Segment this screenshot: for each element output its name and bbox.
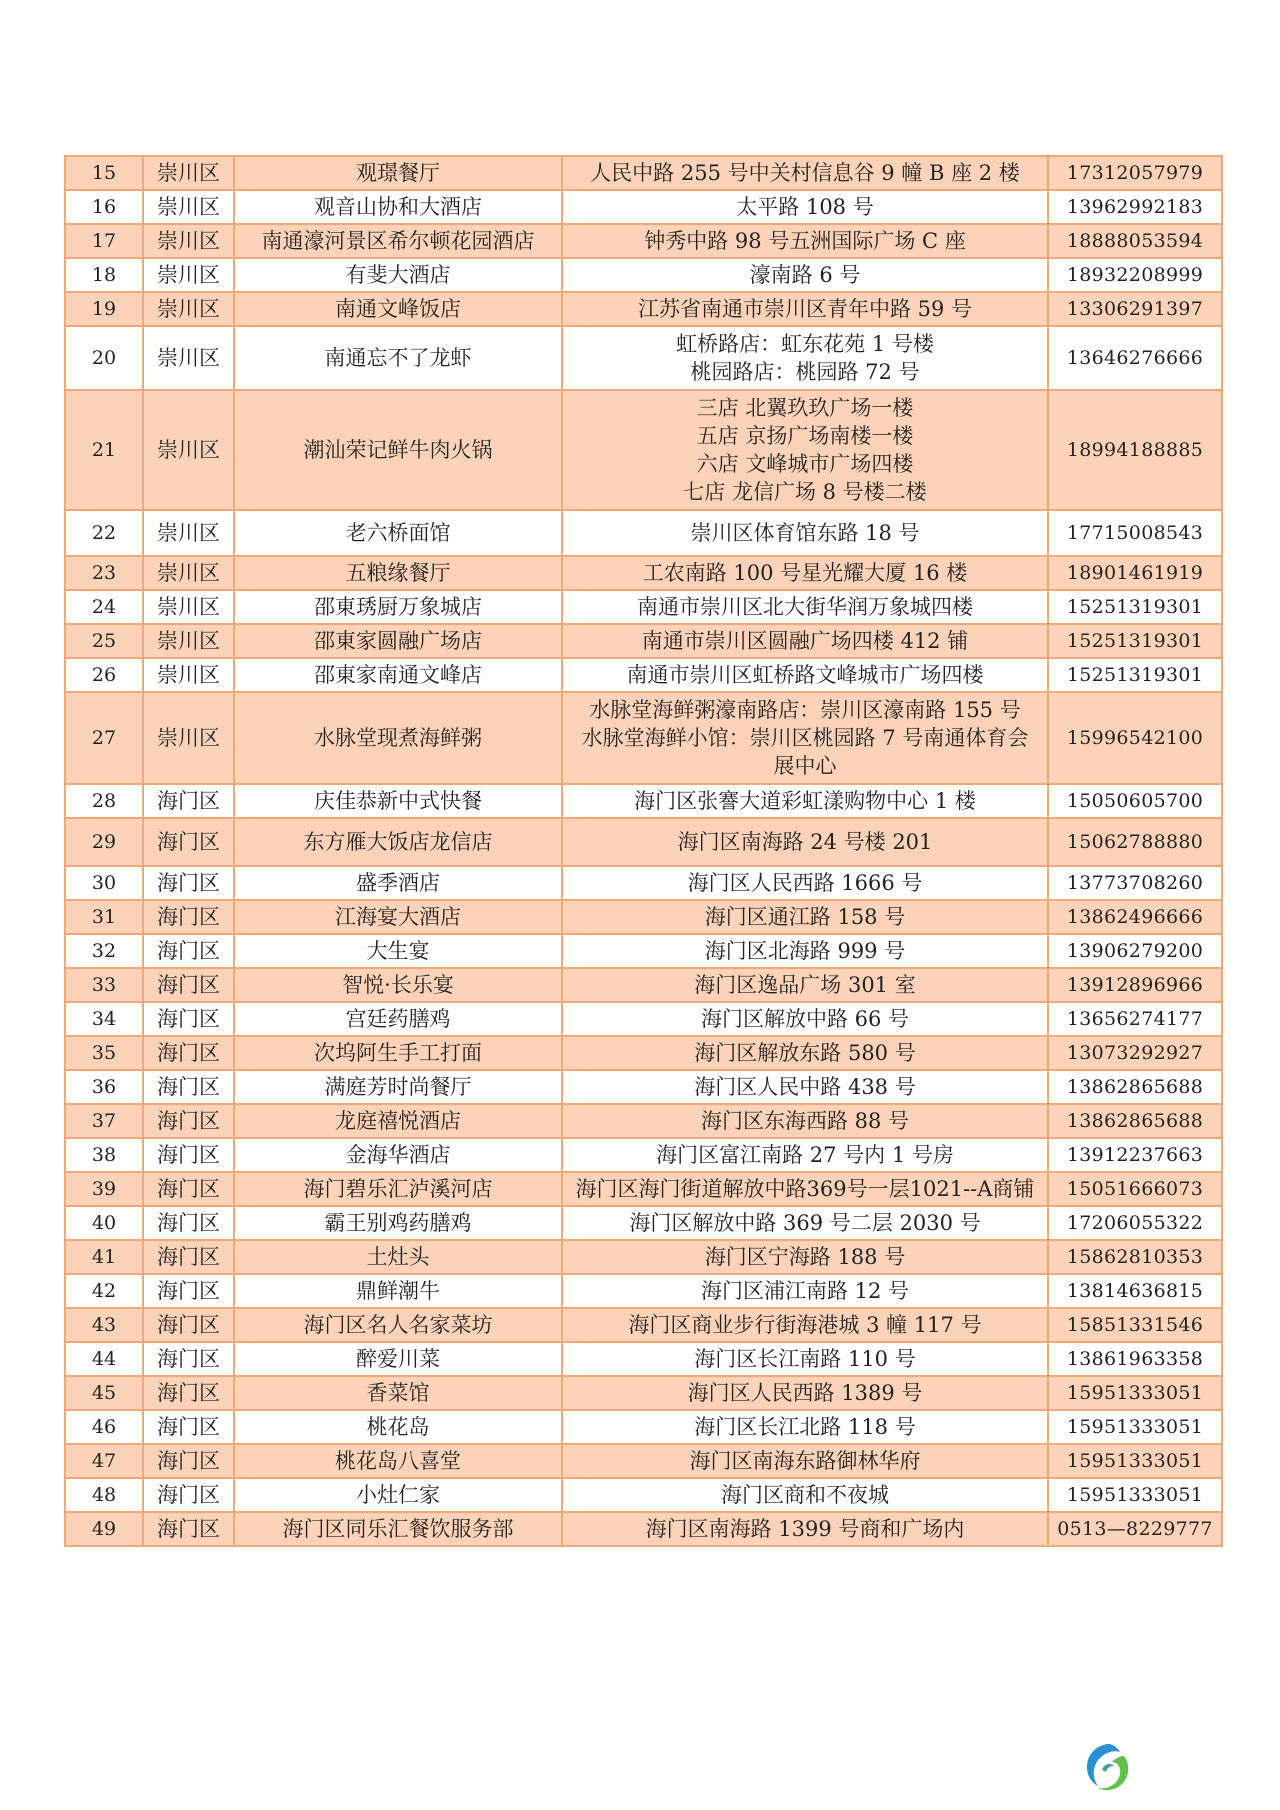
cell-no: 31	[65, 900, 143, 934]
table-row	[65, 1240, 1222, 1274]
cell-district: 崇川区	[143, 326, 234, 390]
cell-district: 崇川区	[143, 156, 234, 190]
table-row	[65, 784, 1222, 818]
address-line: 海门区长江北路 118 号	[694, 1415, 916, 1439]
address-line: 南通市崇川区北大街华润万象城四楼	[637, 595, 973, 619]
table-row	[65, 968, 1222, 1002]
table-row	[65, 1308, 1222, 1342]
cell-address	[562, 624, 1048, 658]
cell-address	[562, 900, 1048, 934]
cell-name: 五粮缘餐厅	[234, 556, 562, 590]
cell-address	[562, 190, 1048, 224]
cell-name: 潮汕荣记鲜牛肉火锅	[234, 390, 562, 510]
cell-district: 海门区	[143, 1172, 234, 1206]
cell-phone: 15251319301	[1048, 590, 1222, 624]
cell-district: 海门区	[143, 866, 234, 900]
cell-no: 16	[65, 190, 143, 224]
cell-no: 39	[65, 1172, 143, 1206]
table-row	[65, 556, 1222, 590]
address-line: 五店 京扬广场南楼一楼	[696, 424, 914, 448]
cell-phone: 15251319301	[1048, 624, 1222, 658]
table-row	[65, 1002, 1222, 1036]
cell-name: 鼎鲜潮牛	[234, 1274, 562, 1308]
cell-address	[562, 1376, 1048, 1410]
cell-name: 小灶仁家	[234, 1478, 562, 1512]
cell-phone: 18888053594	[1048, 224, 1222, 258]
cell-name: 海门碧乐汇泸溪河店	[234, 1172, 562, 1206]
cell-address	[562, 1070, 1048, 1104]
cell-phone: 15951333051	[1048, 1444, 1222, 1478]
table-row	[65, 866, 1222, 900]
address-line: 海门区南海路 24 号楼 201	[677, 830, 933, 854]
cell-no: 25	[65, 624, 143, 658]
cell-no: 30	[65, 866, 143, 900]
cell-phone: 13861963358	[1048, 1342, 1222, 1376]
restaurant-table-page	[64, 155, 1221, 1547]
table-row	[65, 224, 1222, 258]
cell-district: 海门区	[143, 1410, 234, 1444]
address-line: 七店 龙信广场 8 号楼二楼	[683, 480, 927, 504]
address-line: 海门区宁海路 188 号	[704, 1245, 906, 1269]
table-row	[65, 1410, 1222, 1444]
cell-address	[562, 390, 1048, 510]
cell-district: 海门区	[143, 1070, 234, 1104]
cell-name: 宫廷药膳鸡	[234, 1002, 562, 1036]
cell-address	[562, 556, 1048, 590]
address-line: 水脉堂海鲜粥濠南路店：崇川区濠南路 155 号	[589, 698, 1021, 722]
cell-no: 35	[65, 1036, 143, 1070]
cell-address	[562, 1308, 1048, 1342]
address-line: 海门区人民中路 438 号	[694, 1075, 916, 1099]
cell-name: 满庭芳时尚餐厅	[234, 1070, 562, 1104]
cell-address	[562, 784, 1048, 818]
cell-address	[562, 658, 1048, 692]
cell-district: 海门区	[143, 1274, 234, 1308]
table-row	[65, 1206, 1222, 1240]
cell-phone: 18932208999	[1048, 258, 1222, 292]
cell-no: 21	[65, 390, 143, 510]
table-row	[65, 1376, 1222, 1410]
cell-phone: 13073292927	[1048, 1036, 1222, 1070]
cell-no: 43	[65, 1308, 143, 1342]
cell-no: 49	[65, 1512, 143, 1546]
address-line: 海门区长江南路 110 号	[694, 1347, 916, 1371]
address-line: 钟秀中路 98 号五洲国际广场 C 座	[644, 229, 966, 253]
cell-address	[562, 1206, 1048, 1240]
cell-phone: 13906279200	[1048, 934, 1222, 968]
cell-phone: 13862496666	[1048, 900, 1222, 934]
cell-phone: 13773708260	[1048, 866, 1222, 900]
cell-district: 海门区	[143, 1512, 234, 1546]
cell-name: 观音山协和大酒店	[234, 190, 562, 224]
table-row	[65, 190, 1222, 224]
table-row	[65, 258, 1222, 292]
address-line: 海门区通江路 158 号	[704, 905, 906, 929]
cell-address	[562, 1512, 1048, 1546]
cell-no: 33	[65, 968, 143, 1002]
cell-district: 海门区	[143, 1104, 234, 1138]
cell-name: 南通濠河景区希尔顿花园酒店	[234, 224, 562, 258]
cell-name: 有斐大酒店	[234, 258, 562, 292]
cell-no: 15	[65, 156, 143, 190]
cell-district: 海门区	[143, 1002, 234, 1036]
cell-name: 南通文峰饭店	[234, 292, 562, 326]
cell-district: 崇川区	[143, 224, 234, 258]
cell-name: 桃花岛八喜堂	[234, 1444, 562, 1478]
table-row	[65, 1138, 1222, 1172]
cell-no: 19	[65, 292, 143, 326]
cell-phone: 17715008543	[1048, 510, 1222, 556]
cell-address	[562, 258, 1048, 292]
address-line: 南通市崇川区虹桥路文峰城市广场四楼	[626, 663, 984, 687]
address-line: 海门区解放中路 369 号二层 2030 号	[629, 1211, 981, 1235]
cell-address	[562, 1002, 1048, 1036]
table-row	[65, 1512, 1222, 1546]
address-line: 桃园路店：桃园路 72 号	[690, 360, 920, 384]
cell-district: 海门区	[143, 1376, 234, 1410]
table-row	[65, 1104, 1222, 1138]
address-line: 三店 北翼玖玖广场一楼	[696, 396, 914, 420]
address-line: 濠南路 6 号	[749, 263, 861, 287]
cell-district: 崇川区	[143, 692, 234, 784]
address-line: 太平路 108 号	[736, 195, 874, 219]
address-line: 海门区商和不夜城	[721, 1483, 889, 1507]
cell-phone: 13962992183	[1048, 190, 1222, 224]
cell-phone: 18901461919	[1048, 556, 1222, 590]
cell-no: 46	[65, 1410, 143, 1444]
cell-no: 18	[65, 258, 143, 292]
table-row	[65, 1172, 1222, 1206]
cell-phone: 15862810353	[1048, 1240, 1222, 1274]
table-body	[65, 156, 1222, 1546]
cell-no: 24	[65, 590, 143, 624]
cell-district: 崇川区	[143, 658, 234, 692]
cell-address	[562, 818, 1048, 866]
cell-name: 智悦·长乐宴	[234, 968, 562, 1002]
cell-no: 17	[65, 224, 143, 258]
address-line: 崇川区体育馆东路 18 号	[690, 521, 920, 545]
cell-address	[562, 1410, 1048, 1444]
table-row	[65, 692, 1222, 784]
cell-no: 20	[65, 326, 143, 390]
cell-name: 庆佳恭新中式快餐	[234, 784, 562, 818]
address-line: 海门区浦江南路 12 号	[700, 1279, 910, 1303]
table-row	[65, 1444, 1222, 1478]
address-line: 海门区人民西路 1666 号	[687, 871, 923, 895]
cell-no: 40	[65, 1206, 143, 1240]
address-line: 海门区海门街道解放中路369号一层1021--A商铺	[575, 1177, 1035, 1201]
cell-phone: 15951333051	[1048, 1410, 1222, 1444]
cell-name: 水脉堂现煮海鲜粥	[234, 692, 562, 784]
cell-name: 霸王别鸡药膳鸡	[234, 1206, 562, 1240]
cell-no: 42	[65, 1274, 143, 1308]
cell-no: 29	[65, 818, 143, 866]
cell-phone: 13814636815	[1048, 1274, 1222, 1308]
table-row	[65, 292, 1222, 326]
table-row	[65, 934, 1222, 968]
cell-phone: 15050605700	[1048, 784, 1222, 818]
cell-district: 崇川区	[143, 510, 234, 556]
address-line: 六店 文峰城市广场四楼	[696, 452, 914, 476]
cell-name: 龙庭禧悦酒店	[234, 1104, 562, 1138]
cell-name: 海门区名人名家菜坊	[234, 1308, 562, 1342]
cell-address	[562, 1478, 1048, 1512]
table-row	[65, 390, 1222, 510]
cell-no: 28	[65, 784, 143, 818]
table-row	[65, 1274, 1222, 1308]
cell-district: 海门区	[143, 900, 234, 934]
cell-address	[562, 1444, 1048, 1478]
cell-address	[562, 1274, 1048, 1308]
address-line: 海门区逸品广场 301 室	[694, 973, 916, 997]
cell-address	[562, 292, 1048, 326]
cell-district: 海门区	[143, 934, 234, 968]
cell-district: 海门区	[143, 1478, 234, 1512]
address-line: 人民中路 255 号中关村信息谷 9 幢 B 座 2 楼	[590, 161, 1020, 185]
table-row	[65, 1478, 1222, 1512]
table-row	[65, 510, 1222, 556]
cell-name: 邵東家圆融广场店	[234, 624, 562, 658]
cell-name: 邵東家南通文峰店	[234, 658, 562, 692]
cell-no: 41	[65, 1240, 143, 1274]
cell-phone: 15251319301	[1048, 658, 1222, 692]
cell-no: 38	[65, 1138, 143, 1172]
table-row	[65, 326, 1222, 390]
cell-address	[562, 1036, 1048, 1070]
cell-phone: 13862865688	[1048, 1104, 1222, 1138]
cell-address	[562, 692, 1048, 784]
cell-no: 37	[65, 1104, 143, 1138]
cell-name: 香菜馆	[234, 1376, 562, 1410]
address-line: 海门区富江南路 27 号内 1 号房	[656, 1143, 954, 1167]
cell-name: 老六桥面馆	[234, 510, 562, 556]
cell-phone: 15051666073	[1048, 1172, 1222, 1206]
cell-district: 海门区	[143, 1444, 234, 1478]
cell-district: 海门区	[143, 1138, 234, 1172]
cell-district: 海门区	[143, 1206, 234, 1240]
address-line: 海门区商业步行街海港城 3 幢 117 号	[628, 1313, 982, 1337]
cell-phone: 13862865688	[1048, 1070, 1222, 1104]
cell-name: 次坞阿生手工打面	[234, 1036, 562, 1070]
address-line: 南通市崇川区圆融广场四楼 412 铺	[641, 629, 969, 653]
cell-name: 东方雁大饭店龙信店	[234, 818, 562, 866]
cell-district: 海门区	[143, 968, 234, 1002]
cell-address	[562, 510, 1048, 556]
cell-address	[562, 1138, 1048, 1172]
cell-district: 海门区	[143, 1240, 234, 1274]
cell-phone: 15851331546	[1048, 1308, 1222, 1342]
cell-district: 崇川区	[143, 590, 234, 624]
table-row	[65, 156, 1222, 190]
cell-name: 盛季酒店	[234, 866, 562, 900]
cell-district: 海门区	[143, 1036, 234, 1070]
cell-address	[562, 1104, 1048, 1138]
cell-address	[562, 224, 1048, 258]
cell-phone: 18994188885	[1048, 390, 1222, 510]
restaurant-table	[64, 155, 1223, 1547]
cell-no: 27	[65, 692, 143, 784]
table-row	[65, 658, 1222, 692]
cell-name: 土灶头	[234, 1240, 562, 1274]
table-row	[65, 1036, 1222, 1070]
cell-name: 大生宴	[234, 934, 562, 968]
address-line: 虹桥路店：虹东花苑 1 号楼	[676, 332, 934, 356]
cell-name: 观璟餐厅	[234, 156, 562, 190]
cell-address	[562, 1342, 1048, 1376]
address-line: 海门区南海东路御林华府	[689, 1449, 921, 1473]
cell-district: 海门区	[143, 1342, 234, 1376]
cell-name: 金海华酒店	[234, 1138, 562, 1172]
table-row	[65, 900, 1222, 934]
cell-address	[562, 866, 1048, 900]
address-line: 水脉堂海鲜小馆：崇川区桃园路 7 号南通体育会	[581, 726, 1029, 750]
cell-no: 36	[65, 1070, 143, 1104]
address-line: 海门区解放中路 66 号	[700, 1007, 910, 1031]
logo-icon	[1080, 1740, 1136, 1796]
cell-name: 邵東琇厨万象城店	[234, 590, 562, 624]
cell-address	[562, 1240, 1048, 1274]
cell-no: 34	[65, 1002, 143, 1036]
address-line: 海门区北海路 999 号	[704, 939, 906, 963]
cell-address	[562, 156, 1048, 190]
cell-phone: 13912237663	[1048, 1138, 1222, 1172]
cell-district: 崇川区	[143, 190, 234, 224]
cell-no: 44	[65, 1342, 143, 1376]
cell-district: 崇川区	[143, 258, 234, 292]
cell-address	[562, 934, 1048, 968]
address-line: 工农南路 100 号星光耀大厦 16 楼	[642, 561, 968, 585]
address-line: 展中心	[773, 754, 837, 778]
cell-no: 45	[65, 1376, 143, 1410]
cell-name: 海门区同乐汇餐饮服务部	[234, 1512, 562, 1546]
cell-phone: 15951333051	[1048, 1478, 1222, 1512]
cell-no: 32	[65, 934, 143, 968]
cell-no: 23	[65, 556, 143, 590]
cell-no: 48	[65, 1478, 143, 1512]
address-line: 海门区人民西路 1389 号	[687, 1381, 923, 1405]
cell-phone: 13306291397	[1048, 292, 1222, 326]
cell-no: 22	[65, 510, 143, 556]
cell-address	[562, 590, 1048, 624]
cell-district: 崇川区	[143, 624, 234, 658]
cell-no: 47	[65, 1444, 143, 1478]
cell-phone: 15996542100	[1048, 692, 1222, 784]
address-line: 海门区解放东路 580 号	[694, 1041, 916, 1065]
cell-district: 崇川区	[143, 556, 234, 590]
cell-name: 醉爱川菜	[234, 1342, 562, 1376]
cell-address	[562, 1172, 1048, 1206]
table-row	[65, 818, 1222, 866]
cell-name: 江海宴大酒店	[234, 900, 562, 934]
address-line: 海门区南海路 1399 号商和广场内	[645, 1517, 965, 1541]
cell-phone: 17206055322	[1048, 1206, 1222, 1240]
cell-district: 海门区	[143, 818, 234, 866]
table-row	[65, 590, 1222, 624]
table-row	[65, 624, 1222, 658]
cell-phone: 13912896966	[1048, 968, 1222, 1002]
cell-district: 崇川区	[143, 292, 234, 326]
cell-district: 海门区	[143, 784, 234, 818]
cell-phone: 13656274177	[1048, 1002, 1222, 1036]
cell-address	[562, 326, 1048, 390]
address-line: 海门区张謇大道彩虹漾购物中心 1 楼	[634, 789, 976, 813]
cell-no: 26	[65, 658, 143, 692]
table-row	[65, 1342, 1222, 1376]
cell-phone: 15951333051	[1048, 1376, 1222, 1410]
cell-phone: 0513—8229777	[1048, 1512, 1222, 1546]
cell-address	[562, 968, 1048, 1002]
cell-name: 桃花岛	[234, 1410, 562, 1444]
address-line: 江苏省南通市崇川区青年中路 59 号	[637, 297, 973, 321]
address-line: 海门区东海西路 88 号	[700, 1109, 910, 1133]
cell-phone: 13646276666	[1048, 326, 1222, 390]
cell-district: 海门区	[143, 1308, 234, 1342]
cell-district: 崇川区	[143, 390, 234, 510]
cell-name: 南通忘不了龙虾	[234, 326, 562, 390]
cell-phone: 15062788880	[1048, 818, 1222, 866]
cell-phone: 17312057979	[1048, 156, 1222, 190]
table-row	[65, 1070, 1222, 1104]
